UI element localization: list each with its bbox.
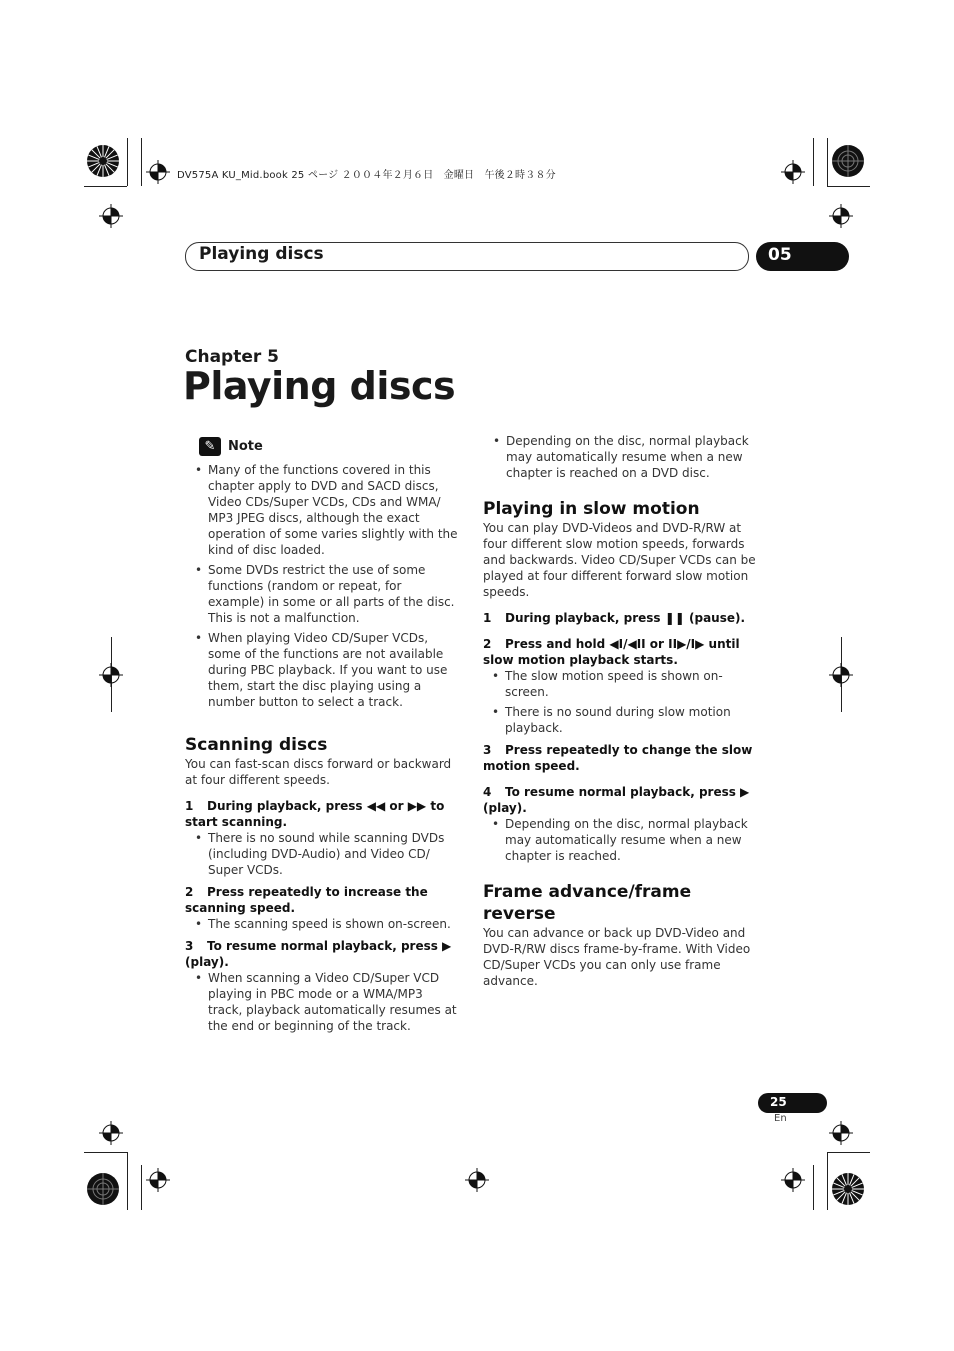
registration-mark <box>146 160 170 184</box>
chapter-title: Playing discs <box>183 364 456 408</box>
slow-step-1: 1 During playback, press ❚❚ (pause). <box>483 611 746 625</box>
scanning-intro: You can fast-scan discs forward or backward at four different speeds. <box>185 757 452 787</box>
bullet-item: • When scanning a Video CD/Super VCD playing in PBC mode or a WMA/MP3 track, playback automatically resumes at the end or beginning of the track. <box>185 970 460 1034</box>
registration-mark <box>829 663 853 687</box>
print-header: DV575A KU_Mid.book 25 ページ ２００４年２月６日 金曜日 午後２時３８分 <box>177 170 556 181</box>
bullet-item: • Depending on the disc, normal playback may automatically resume when a new chapter is reached. <box>483 816 758 864</box>
bullet-item: • The slow motion speed is shown on-screen. <box>483 668 758 700</box>
section-heading-frame-advance: Frame advance/frame reverse <box>483 882 692 924</box>
right-top-bullets <box>483 433 758 481</box>
starburst-mark-bottom-right <box>831 1172 865 1206</box>
scanning-step-1: 1 During playback, press ◀◀ or ▶▶ to start scanning. <box>185 799 445 829</box>
page-number-badge <box>758 1093 827 1113</box>
chapter-number: 05 <box>768 245 792 265</box>
scanning-step-1-bullets <box>185 830 460 878</box>
note-header <box>199 437 460 456</box>
bullet-item: • Depending on the disc, normal playback may automatically resume when a new chapter is reached on a DVD disc. <box>483 433 758 481</box>
note-item: • Some DVDs restrict the use of some functions (random or repeat, for example) in some or all parts of the disc. This is not a malfunction. <box>185 562 460 626</box>
registration-mark <box>99 1121 123 1145</box>
pencil-note-icon: ✎ <box>199 437 221 456</box>
slow-motion-intro: You can play DVD-Videos and DVD-R/RW at four different slow motion speeds, forwards and backwards. Video CD/Super VCDs can be played at four different forward slow motion speeds. <box>483 521 756 599</box>
registration-mark <box>146 1168 170 1192</box>
running-header-title: Playing discs <box>199 244 324 264</box>
left-column <box>185 437 460 1038</box>
registration-mark <box>829 1121 853 1145</box>
scanning-step-3-bullets <box>185 970 460 1034</box>
registration-mark <box>465 1168 489 1192</box>
section-heading-scanning: Scanning discs <box>185 735 328 755</box>
slow-step-2: 2 Press and hold ◀I/◀II or II▶/I▶ until slow motion playback starts. <box>483 637 740 667</box>
scanning-step-2-bullets <box>185 916 460 932</box>
slow-step-4-bullets <box>483 816 758 864</box>
slow-step-4: 4 To resume normal playback, press ▶ (play). <box>483 785 750 815</box>
registration-mark <box>99 204 123 228</box>
section-heading-slow-motion: Playing in slow motion <box>483 499 700 519</box>
note-label: Note <box>228 439 263 454</box>
bullet-item: • The scanning speed is shown on-screen. <box>185 916 460 932</box>
page-number: 25 <box>770 1095 787 1109</box>
page-language: En <box>774 1113 787 1124</box>
registration-mark <box>781 1168 805 1192</box>
registration-mark <box>829 204 853 228</box>
bullet-item: • There is no sound while scanning DVDs (including DVD-Audio) and Video CD/ Super VCDs. <box>185 830 460 878</box>
slow-step-3: 3 Press repeatedly to change the slow motion speed. <box>483 743 753 773</box>
chapter-label: Chapter 5 <box>185 347 280 367</box>
scanning-step-2: 2 Press repeatedly to increase the scanning speed. <box>185 885 428 915</box>
starburst-mark-bottom-left <box>86 1172 120 1206</box>
note-item: • Many of the functions covered in this chapter apply to DVD and SACD discs, Video CDs/Super VCDs, CDs and WMA/ MP3 JPEG discs, although the exact operation of some varies slightly with the kind of disc loaded. <box>185 462 460 558</box>
frame-advance-intro: You can advance or back up DVD-Video and DVD-R/RW discs frame-by-frame. With Video CD/Super VCDs you can only use frame advance. <box>483 926 751 988</box>
slow-step-2-bullets <box>483 668 758 736</box>
starburst-mark-top-right <box>831 144 865 178</box>
note-list <box>185 462 460 710</box>
starburst-mark-top-left <box>86 144 120 178</box>
registration-mark <box>781 160 805 184</box>
registration-mark <box>99 663 123 687</box>
bullet-item: • There is no sound during slow motion playback. <box>483 704 758 736</box>
scanning-step-3: 3 To resume normal playback, press ▶ (play). <box>185 939 452 969</box>
note-item: • When playing Video CD/Super VCDs, some of the functions are not available during PBC playback. If you want to use them, start the disc playing using a number button to select a track. <box>185 630 460 710</box>
right-column <box>483 433 758 989</box>
